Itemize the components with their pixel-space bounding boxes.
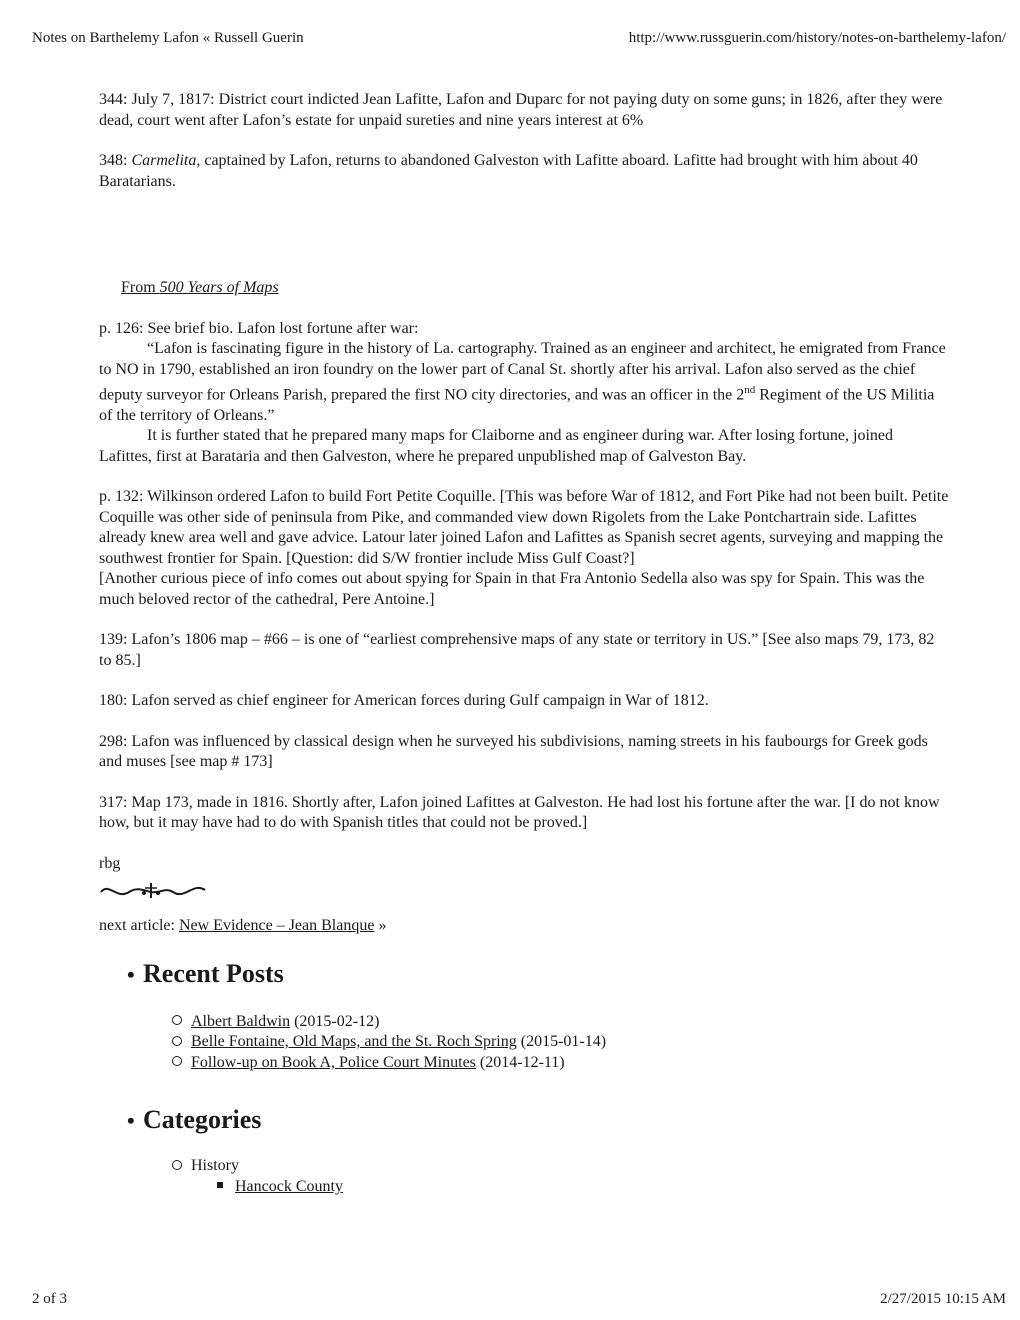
recent-posts-title: Recent Posts bbox=[143, 958, 284, 988]
note-180: 180: Lafon served as chief engineer for American forces during Gulf campaign in War of 1812. bbox=[99, 692, 709, 710]
note-126-intro: p. 126: See brief bio. Lafon lost fortune after war: bbox=[99, 319, 419, 337]
print-footer-datetime: 2/27/2015 10:15 AM bbox=[880, 1291, 1006, 1307]
recent-post-link[interactable]: Belle Fontaine, Old Maps, and the St. Roch Spring bbox=[191, 1033, 517, 1051]
note-348 bbox=[99, 151, 949, 192]
categories-section bbox=[127, 1105, 949, 1197]
square-bullet-icon bbox=[217, 1182, 223, 1188]
note-126-quote bbox=[99, 339, 949, 426]
note-348-number: 348: bbox=[99, 152, 128, 169]
bullet-dot-icon: • bbox=[127, 961, 135, 987]
print-header-url: http://www.russguerin.com/history/notes-on-barthelemy-lafon/ bbox=[628, 30, 1006, 46]
recent-post-date: (2015-01-14) bbox=[516, 1033, 607, 1051]
recent-post-link[interactable]: Albert Baldwin bbox=[191, 1012, 291, 1030]
signature-initials: rbg bbox=[99, 854, 121, 872]
recent-posts-section bbox=[127, 959, 949, 1074]
note-317: 317: Map 173, made in 1816. Shortly after, Lafon joined Lafittes at Galveston. He had lost his fortune after the war. [I do not know how, but it may have had to do with Spanish titles that could not be proved.] bbox=[99, 793, 940, 832]
article-body bbox=[99, 90, 949, 1197]
recent-post-item bbox=[172, 1012, 949, 1033]
category-group-label: History bbox=[191, 1157, 239, 1175]
next-article bbox=[99, 916, 949, 937]
note-126-further: It is further stated that he prepared many maps for Claiborne and as engineer during war. After losing fortune, joined Lafittes, first at Barataria and then Galveston, where he prepared unpublished map of Galveston Bay. bbox=[99, 427, 893, 465]
circle-bullet-icon bbox=[172, 1056, 182, 1066]
circle-bullet-icon bbox=[172, 1015, 182, 1025]
category-item bbox=[217, 1177, 949, 1198]
recent-post-item bbox=[172, 1053, 949, 1074]
circle-bullet-icon bbox=[172, 1160, 182, 1170]
category-group bbox=[172, 1156, 949, 1177]
next-article-label: next article: bbox=[99, 917, 179, 935]
recent-post-date: (2014-12-11) bbox=[475, 1053, 565, 1071]
note-348-text: , captained by Lafon, returns to abandoned Galveston with Lafitte aboard. Lafitte had brought with him about 40 Baratarians. bbox=[99, 152, 918, 190]
recent-post-date: (2015-02-12) bbox=[290, 1012, 380, 1030]
categories-title: Categories bbox=[143, 1105, 262, 1135]
quote-superscript: nd bbox=[744, 384, 756, 396]
circle-bullet-icon bbox=[172, 1036, 182, 1046]
note-132-extra: [Another curious piece of info comes out about spying for Spain in that Fra Antonio Sedella also was spy for Spain. This was the much beloved rector of the cathedral, Pere Antoine.] bbox=[99, 570, 925, 608]
recent-post-link[interactable]: Follow-up on Book A, Police Court Minutes bbox=[191, 1053, 476, 1071]
quote-part-a: “Lafon is fascinating figure in the history of La. cartography. Trained as an engineer and architect, he emigrated from France to NO in 1790, established an iron foundry on the lower part of Canal St. shortly after his arrival. Lafon also served as the chief deputy surveyor for Orleans Parish, prepared the first NO city directories, and was an officer in the 2 bbox=[99, 340, 946, 404]
next-article-arrow: » bbox=[374, 917, 387, 935]
category-link-hancock-county[interactable]: Hancock County bbox=[235, 1177, 343, 1195]
note-132: p. 132: Wilkinson ordered Lafon to build Fort Petite Coquille. [This was before War of 1812, and Fort Pike had not been built. Petite Coquille was other side of peninsula from Pike, and commanded view down Rigolets from the Lake Pontchartrain side. Lafittes already knew area well and gave advice. Latour later joined Lafon and Lafittes as Spanish secret agents, surveying and mapping the southwest frontier for Spain. [Question: did S/W frontier include Miss Gulf Coast?] bbox=[99, 488, 949, 567]
ornament-flourish-icon bbox=[99, 878, 949, 904]
bullet-dot-icon: • bbox=[127, 1108, 135, 1134]
maps-from-label: From bbox=[121, 279, 160, 296]
print-footer-page: 2 of 3 bbox=[32, 1291, 67, 1307]
maps-section-heading bbox=[99, 278, 949, 299]
next-article-link[interactable]: New Evidence – Jean Blanque bbox=[178, 917, 375, 935]
ship-name: Carmelita bbox=[131, 152, 197, 169]
maps-book-title: 500 Years of Maps bbox=[159, 279, 279, 296]
note-298: 298: Lafon was influenced by classical design when he surveyed his subdivisions, naming streets in his faubourgs for Greek gods and muses [see map # 173] bbox=[99, 732, 928, 771]
quote-part-b: Regiment of the US Militia of the territory of Orleans.” bbox=[99, 386, 935, 424]
note-139: 139: Lafon’s 1806 map – #66 – is one of “earliest comprehensive maps of any state or territory in US.” [See also maps 79, 173, 82 to 85.] bbox=[99, 631, 935, 669]
recent-post-item bbox=[172, 1032, 949, 1053]
note-344: 344: July 7, 1817: District court indicted Jean Lafitte, Lafon and Duparc for not paying duty on some guns; in 1826, after they were dead, court went after Lafon’s estate for unpaid sureties and nine years interest at 6% bbox=[99, 91, 943, 129]
print-header-title: Notes on Barthelemy Lafon « Russell Guerin bbox=[32, 30, 304, 46]
